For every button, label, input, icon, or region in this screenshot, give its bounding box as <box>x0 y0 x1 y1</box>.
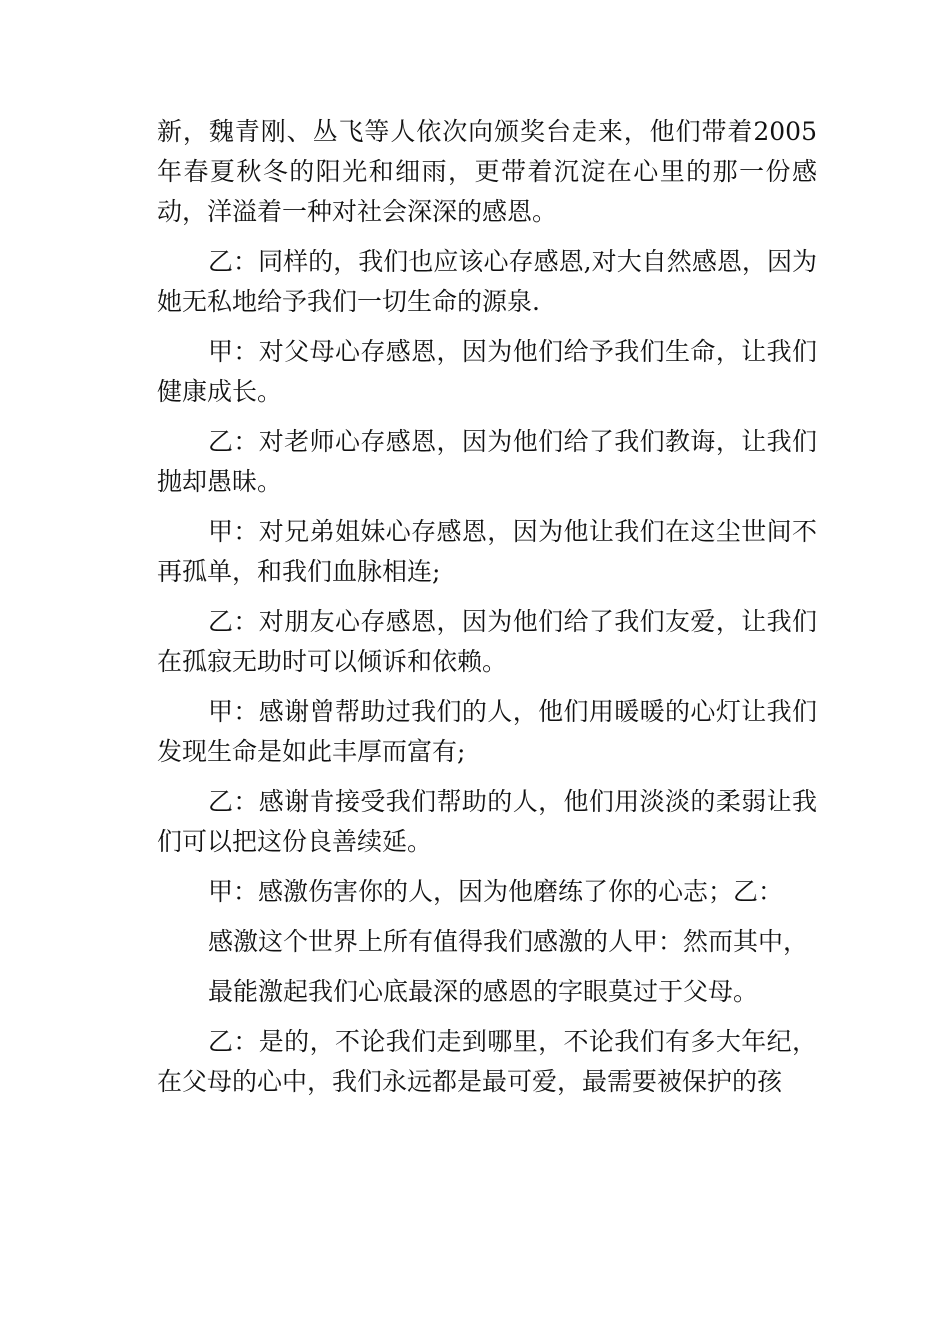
paragraph-dialogue: 甲：对父母心存感恩，因为他们给予我们生命，让我们健康成长。 <box>157 337 817 406</box>
paragraph-dialogue: 甲：对兄弟姐妹心存感恩，因为他让我们在这尘世间不再孤单，和我们血脉相连; <box>157 517 817 586</box>
document-body <box>157 112 817 1112</box>
paragraph-indented-block <box>157 872 817 1012</box>
paragraph-dialogue: 乙：同样的，我们也应该心存感恩,对大自然感恩，因为她无私地给予我们一切生命的源泉. <box>157 247 817 316</box>
paragraph-dialogue: 乙：感谢肯接受我们帮助的人，他们用淡淡的柔弱让我们可以把这份良善续延。 <box>157 787 817 856</box>
block-line: 感激这个世界上所有值得我们感激的人甲：然而其中， <box>208 927 809 956</box>
block-line: 最能激起我们心底最深的感恩的字眼莫过于父母。 <box>208 977 759 1006</box>
paragraph-continuation: 新，魏青刚、丛飞等人依次向颁奖台走来，他们带着2005年春夏秋冬的阳光和细雨，更带着沉淀在心里的那一份感动，洋溢着一种对社会深深的感恩。 <box>157 117 817 226</box>
paragraph-dialogue: 乙：对老师心存感恩，因为他们给了我们教诲，让我们抛却愚昧。 <box>157 427 817 496</box>
paragraph-dialogue: 甲：感谢曾帮助过我们的人，他们用暖暖的心灯让我们发现生命是如此丰厚而富有; <box>157 697 817 766</box>
block-line: 甲：感激伤害你的人，因为他磨练了你的心志；乙： <box>208 877 784 906</box>
paragraph-dialogue: 乙：是的，不论我们走到哪里，不论我们有多大年纪，在父母的心中，我们永远都是最可爱，最需要被保护的孩 <box>157 1027 817 1096</box>
paragraph-dialogue: 乙：对朋友心存感恩，因为他们给了我们友爱，让我们在孤寂无助时可以倾诉和依赖。 <box>157 607 817 676</box>
